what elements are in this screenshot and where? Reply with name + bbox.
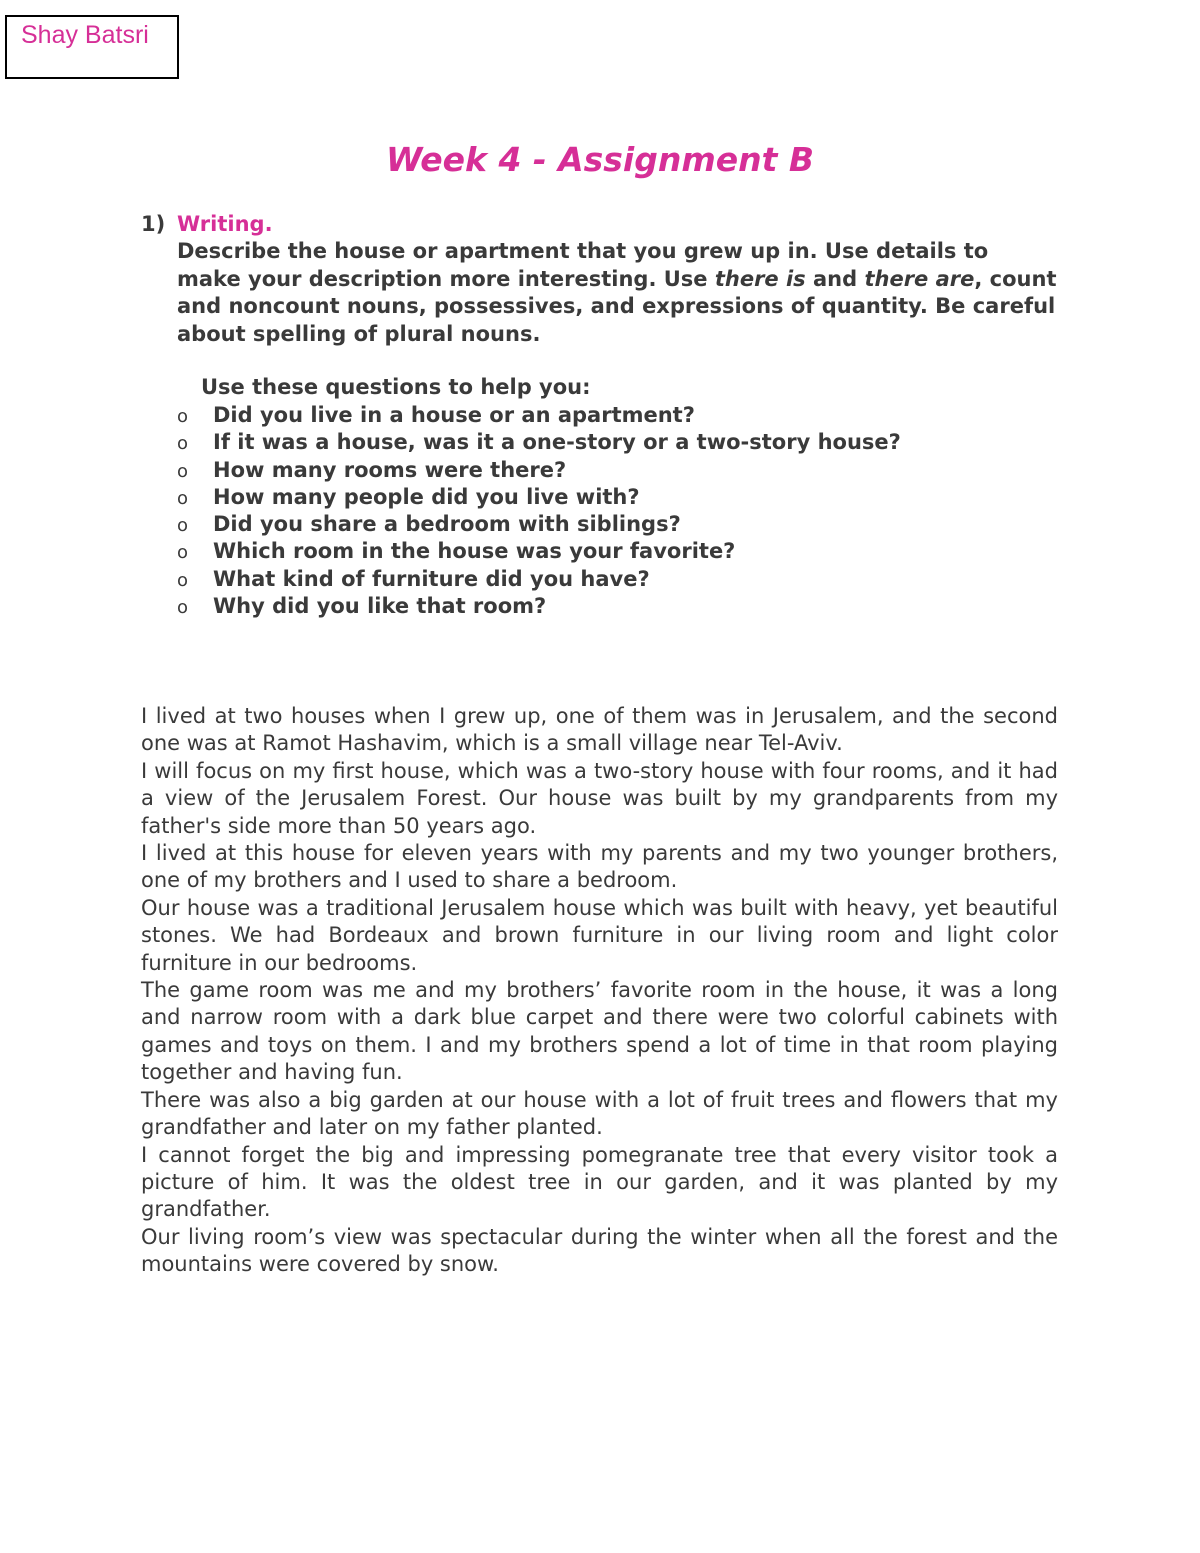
bullet-icon: o: [177, 542, 189, 564]
instructions-emphasis: there is: [714, 266, 806, 291]
author-name: Shay Batsri: [21, 21, 149, 49]
bullet-icon: o: [177, 433, 189, 455]
list-item: [177, 457, 901, 484]
author-name-box: [5, 15, 179, 79]
list-item: [177, 538, 901, 565]
bullet-icon: o: [177, 597, 189, 619]
help-intro: Use these questions to help you:: [201, 375, 591, 399]
question-instructions: [177, 238, 1057, 348]
question-number: 1): [141, 212, 166, 236]
document-title: Week 4 - Assignment B: [385, 140, 815, 179]
question-heading: Writing.: [177, 212, 273, 236]
list-item: [177, 484, 901, 511]
prompt-text: What kind of furniture did you have?: [213, 566, 650, 591]
essay-paragraph: There was also a big garden at our house with a lot of fruit trees and flowers that my grandfather and later on my father planted.: [141, 1087, 1058, 1140]
list-item: [177, 511, 901, 538]
prompt-text: Why did you like that room?: [213, 594, 547, 619]
prompt-text: Which room in the house was your favorite?: [213, 539, 736, 564]
bullet-icon: o: [177, 460, 189, 482]
instructions-text: , count and noncount nouns, possessives, and expressions of quantity. Be careful about spelling of plural nouns.: [177, 266, 1057, 346]
essay-body: [141, 703, 1058, 1279]
prompt-text: How many people did you live with?: [213, 484, 640, 509]
essay-paragraph: I will focus on my first house, which was a two-story house with four rooms, and it had a view of the Jerusalem Forest. Our house was built by my grandparents from my father's side more than 50 years ago.: [141, 758, 1058, 838]
essay-paragraph: Our house was a traditional Jerusalem house which was built with heavy, yet beautiful stones. We had Bordeaux and brown furniture in our living room and light color furniture in our bedrooms.: [141, 895, 1058, 975]
instructions-text: Describe the house or apartment that you grew up in. Use details to make your description more interesting. Use: [177, 239, 989, 291]
bullet-icon: o: [177, 406, 189, 427]
prompt-text: Did you share a bedroom with siblings?: [213, 512, 681, 537]
instructions-text: and: [805, 266, 865, 291]
essay-paragraph: Our living room’s view was spectacular during the winter when all the forest and the mountains were covered by snow.: [141, 1224, 1058, 1277]
prompt-text: How many rooms were there?: [213, 457, 567, 482]
essay-paragraph: I lived at this house for eleven years with my parents and my two younger brothers, one of my brothers and I used to share a bedroom.: [141, 841, 1058, 893]
essay-paragraph: I lived at two houses when I grew up, one of them was in Jerusalem, and the second one was at Ramot Hashavim, which is a small village near Tel-Aviv.: [141, 704, 1058, 756]
list-item: [177, 402, 901, 429]
bullet-icon: o: [177, 569, 189, 591]
bullet-icon: o: [177, 487, 189, 509]
essay-paragraph: I cannot forget the big and impressing pomegranate tree that every visitor took a picture of him. It was the oldest tree in our garden, and it was planted by my grandfather.: [141, 1142, 1058, 1222]
list-item: [177, 429, 901, 456]
list-item: [177, 566, 901, 593]
instructions-emphasis: there are: [864, 266, 975, 291]
prompt-text: If it was a house, was it a one-story or a two-story house?: [213, 430, 901, 455]
prompt-list: [177, 402, 901, 620]
bullet-icon: o: [177, 515, 189, 537]
prompt-text: Did you live in a house or an apartment?: [213, 403, 695, 427]
essay-paragraph: The game room was me and my brothers’ favorite room in the house, it was a long and narrow room with a dark blue carpet and there were two colorful cabinets with games and toys on them. I and my brothers spend a lot of time in that room playing together and having fun.: [141, 978, 1058, 1085]
list-item: [177, 593, 901, 620]
